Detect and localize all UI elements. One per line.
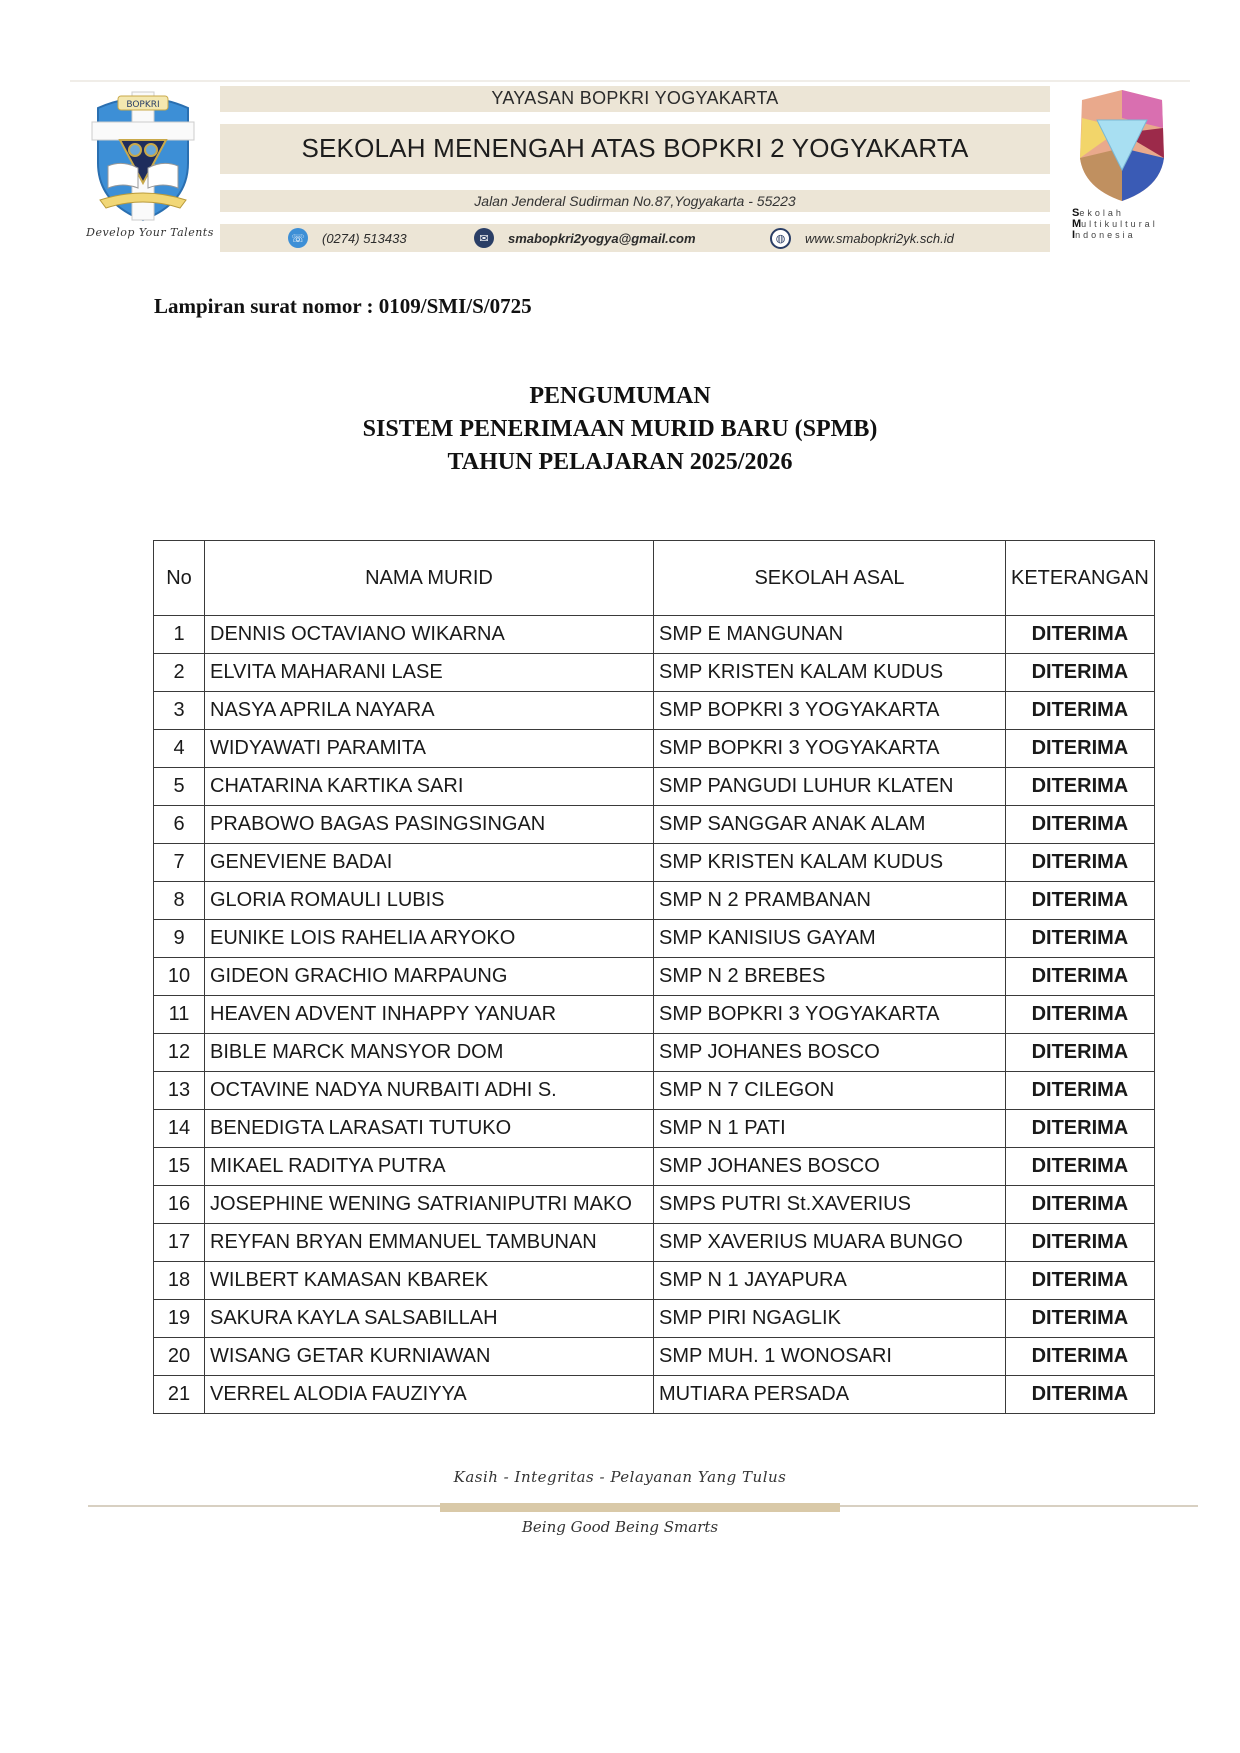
student-name: VERREL ALODIA FAUZIYYA xyxy=(205,1376,654,1414)
smi-shield-logo xyxy=(1072,88,1172,203)
student-name: NASYA APRILA NAYARA xyxy=(205,692,654,730)
contact-website xyxy=(770,228,954,249)
table-row xyxy=(154,616,1155,654)
header-student-name: NAMA MURID xyxy=(205,541,654,616)
mail-icon: ✉ xyxy=(474,228,494,248)
table-header-row xyxy=(154,541,1155,616)
origin-school: SMP BOPKRI 3 YOGYAKARTA xyxy=(654,730,1006,768)
origin-school: SMP KANISIUS GAYAM xyxy=(654,920,1006,958)
status-label: DITERIMA xyxy=(1006,920,1155,958)
table-row xyxy=(154,1338,1155,1376)
student-name: DENNIS OCTAVIANO WIKARNA xyxy=(205,616,654,654)
row-number: 1 xyxy=(154,616,205,654)
row-number: 12 xyxy=(154,1034,205,1072)
student-name: GIDEON GRACHIO MARPAUNG xyxy=(205,958,654,996)
letter-reference: Lampiran surat nomor : 0109/SMI/S/0725 xyxy=(154,294,532,318)
phone-number: (0274) 513433 xyxy=(322,230,407,246)
student-name: JOSEPHINE WENING SATRIANIPUTRI MAKO xyxy=(205,1186,654,1224)
globe-icon: ◍ xyxy=(770,228,791,249)
student-name: ELVITA MAHARANI LASE xyxy=(205,654,654,692)
origin-school: SMP N 1 JAYAPURA xyxy=(654,1262,1006,1300)
row-number: 5 xyxy=(154,768,205,806)
status-label: DITERIMA xyxy=(1006,958,1155,996)
table-row xyxy=(154,654,1155,692)
student-name: MIKAEL RADITYA PUTRA xyxy=(205,1148,654,1186)
header-origin-school: SEKOLAH ASAL xyxy=(654,541,1006,616)
origin-school: SMP JOHANES BOSCO xyxy=(654,1034,1006,1072)
table-row xyxy=(154,958,1155,996)
row-number: 10 xyxy=(154,958,205,996)
row-number: 2 xyxy=(154,654,205,692)
origin-school: SMP JOHANES BOSCO xyxy=(654,1148,1006,1186)
table-row xyxy=(154,730,1155,768)
origin-school: SMP E MANGUNAN xyxy=(654,616,1006,654)
title-line-1: PENGUMUMAN xyxy=(529,383,711,409)
row-number: 19 xyxy=(154,1300,205,1338)
origin-school: SMP N 7 CILEGON xyxy=(654,1072,1006,1110)
table-row xyxy=(154,1072,1155,1110)
table-row xyxy=(154,1034,1155,1072)
status-label: DITERIMA xyxy=(1006,768,1155,806)
student-name: PRABOWO BAGAS PASINGSINGAN xyxy=(205,806,654,844)
row-number: 15 xyxy=(154,1148,205,1186)
student-name: SAKURA KAYLA SALSABILLAH xyxy=(205,1300,654,1338)
contact-email xyxy=(474,228,696,248)
status-label: DITERIMA xyxy=(1006,1110,1155,1148)
footer-motto: Kasih - Integritas - Pelayanan Yang Tulus xyxy=(453,1468,787,1486)
student-name: GLORIA ROMAULI LUBIS xyxy=(205,882,654,920)
student-name: BENEDIGTA LARASATI TUTUKO xyxy=(205,1110,654,1148)
origin-school: SMP XAVERIUS MUARA BUNGO xyxy=(654,1224,1006,1262)
status-label: DITERIMA xyxy=(1006,1186,1155,1224)
header-remarks: KETERANGAN xyxy=(1006,541,1155,616)
table-row xyxy=(154,1376,1155,1414)
student-name: GENEVIENE BADAI xyxy=(205,844,654,882)
status-label: DITERIMA xyxy=(1006,1072,1155,1110)
origin-school: SMP PIRI NGAGLIK xyxy=(654,1300,1006,1338)
table-row xyxy=(154,692,1155,730)
status-label: DITERIMA xyxy=(1006,996,1155,1034)
contact-phone xyxy=(288,228,407,248)
status-label: DITERIMA xyxy=(1006,1148,1155,1186)
smi-line: Multikultural xyxy=(1072,218,1158,230)
status-label: DITERIMA xyxy=(1006,1300,1155,1338)
row-number: 7 xyxy=(154,844,205,882)
origin-school: SMP SANGGAR ANAK ALAM xyxy=(654,806,1006,844)
status-label: DITERIMA xyxy=(1006,1262,1155,1300)
origin-school: SMP N 2 PRAMBANAN xyxy=(654,882,1006,920)
row-number: 14 xyxy=(154,1110,205,1148)
row-number: 20 xyxy=(154,1338,205,1376)
header-no: No xyxy=(154,541,205,616)
smi-line: Sekolah xyxy=(1072,207,1124,219)
student-name: WISANG GETAR KURNIAWAN xyxy=(205,1338,654,1376)
student-name: WILBERT KAMASAN KBAREK xyxy=(205,1262,654,1300)
phone-icon: ☏ xyxy=(288,228,308,248)
student-name: OCTAVINE NADYA NURBAITI ADHI S. xyxy=(205,1072,654,1110)
origin-school: SMPS PUTRI St.XAVERIUS xyxy=(654,1186,1006,1224)
logo-bopkri-text: BOPKRI xyxy=(126,100,160,110)
smi-caption xyxy=(1072,208,1182,241)
student-name: CHATARINA KARTIKA SARI xyxy=(205,768,654,806)
status-label: DITERIMA xyxy=(1006,806,1155,844)
title-line-2: SISTEM PENERIMAAN MURID BARU (SPMB) xyxy=(362,416,878,442)
origin-school: SMP KRISTEN KALAM KUDUS xyxy=(654,654,1006,692)
left-logo-tagline: Develop Your Talents xyxy=(86,226,214,239)
student-name: WIDYAWATI PARAMITA xyxy=(205,730,654,768)
website-url: www.smabopkri2yk.sch.id xyxy=(805,231,954,246)
origin-school: SMP N 2 BREBES xyxy=(654,958,1006,996)
table-row xyxy=(154,920,1155,958)
status-label: DITERIMA xyxy=(1006,882,1155,920)
table-row xyxy=(154,768,1155,806)
footer-slogan: Being Good Being Smarts xyxy=(521,1518,719,1536)
student-name: BIBLE MARCK MANSYOR DOM xyxy=(205,1034,654,1072)
bopkri-shield-logo xyxy=(88,88,198,223)
table-row xyxy=(154,1224,1155,1262)
origin-school: MUTIARA PERSADA xyxy=(654,1376,1006,1414)
status-label: DITERIMA xyxy=(1006,1338,1155,1376)
student-name: HEAVEN ADVENT INHAPPY YANUAR xyxy=(205,996,654,1034)
row-number: 18 xyxy=(154,1262,205,1300)
origin-school: SMP KRISTEN KALAM KUDUS xyxy=(654,844,1006,882)
smi-line: Indonesia xyxy=(1072,229,1136,241)
footer-accent-bar xyxy=(440,1503,840,1512)
row-number: 3 xyxy=(154,692,205,730)
status-label: DITERIMA xyxy=(1006,1376,1155,1414)
origin-school: SMP BOPKRI 3 YOGYAKARTA xyxy=(654,996,1006,1034)
row-number: 17 xyxy=(154,1224,205,1262)
table-row xyxy=(154,1186,1155,1224)
accepted-students-table xyxy=(153,540,1155,1414)
status-label: DITERIMA xyxy=(1006,844,1155,882)
school-name: SEKOLAH MENENGAH ATAS BOPKRI 2 YOGYAKARTA xyxy=(301,133,969,163)
student-name: EUNIKE LOIS RAHELIA ARYOKO xyxy=(205,920,654,958)
status-label: DITERIMA xyxy=(1006,1224,1155,1262)
row-number: 9 xyxy=(154,920,205,958)
status-label: DITERIMA xyxy=(1006,692,1155,730)
row-number: 8 xyxy=(154,882,205,920)
school-address: Jalan Jenderal Sudirman No.87,Yogyakarta - 55223 xyxy=(474,193,796,209)
top-scan-line xyxy=(70,80,1190,82)
table-row xyxy=(154,844,1155,882)
foundation-name: YAYASAN BOPKRI YOGYAKARTA xyxy=(491,88,779,108)
announcement-title xyxy=(0,380,1240,479)
table-row xyxy=(154,996,1155,1034)
status-label: DITERIMA xyxy=(1006,1034,1155,1072)
row-number: 16 xyxy=(154,1186,205,1224)
table-row xyxy=(154,1300,1155,1338)
row-number: 6 xyxy=(154,806,205,844)
table-row xyxy=(154,1148,1155,1186)
student-name: REYFAN BRYAN EMMANUEL TAMBUNAN xyxy=(205,1224,654,1262)
table-row xyxy=(154,882,1155,920)
status-label: DITERIMA xyxy=(1006,730,1155,768)
title-line-3: TAHUN PELAJARAN 2025/2026 xyxy=(447,449,793,475)
origin-school: SMP MUH. 1 WONOSARI xyxy=(654,1338,1006,1376)
row-number: 21 xyxy=(154,1376,205,1414)
table-row xyxy=(154,1262,1155,1300)
origin-school: SMP BOPKRI 3 YOGYAKARTA xyxy=(654,692,1006,730)
origin-school: SMP N 1 PATI xyxy=(654,1110,1006,1148)
email-address: smabopkri2yogya@gmail.com xyxy=(508,230,696,246)
row-number: 4 xyxy=(154,730,205,768)
row-number: 11 xyxy=(154,996,205,1034)
status-label: DITERIMA xyxy=(1006,654,1155,692)
origin-school: SMP PANGUDI LUHUR KLATEN xyxy=(654,768,1006,806)
status-label: DITERIMA xyxy=(1006,616,1155,654)
table-row xyxy=(154,806,1155,844)
row-number: 13 xyxy=(154,1072,205,1110)
table-row xyxy=(154,1110,1155,1148)
